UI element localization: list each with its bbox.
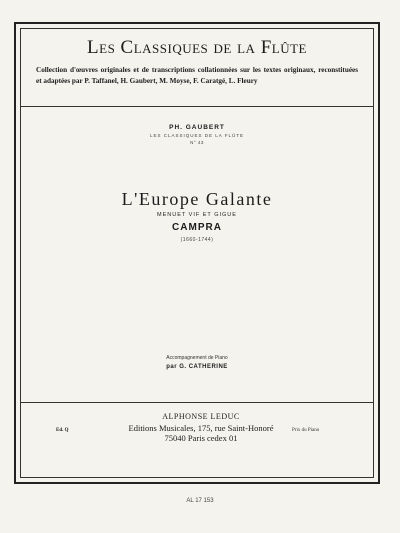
- series-description-line1: Collection d'œuvres originales et de transcriptions collationnées sur les textes originaux, reconstituées: [36, 66, 358, 74]
- publisher-address: Editions Musicales, 175, rue Saint-Honoré: [128, 422, 274, 433]
- accompaniment-by: par G. CATHERINE: [166, 364, 228, 370]
- composer-name: CAMPRA: [172, 222, 222, 233]
- work-subtitle: MENUET VIF ET GIGUE: [157, 212, 237, 218]
- accompaniment-label: Accompagnement de Piano: [166, 355, 228, 361]
- header-divider: [20, 106, 374, 107]
- edition-reference: Ed. Q: [56, 428, 69, 433]
- publisher-block: [106, 412, 296, 444]
- work-title: L'Europe Galante: [121, 189, 273, 209]
- catalog-number: AL 17 153: [186, 498, 214, 504]
- arranger-collection: LES CLASSIQUES DE LA FLÛTE: [149, 133, 245, 138]
- arranger-name: PH. GAUBERT: [169, 124, 225, 131]
- composer-dates: (1660-1744): [180, 237, 214, 243]
- series-description-line2: et adaptées par P. Taffanel, H. Gaubert, M. Moyse, F. Caratgé, L. Fleury: [36, 77, 258, 85]
- arranger-number: N° 43: [190, 140, 204, 145]
- publisher-city: 75040 Paris cedex 01: [164, 433, 238, 443]
- price-label: Prix du Piano: [292, 428, 320, 433]
- publisher-name: ALPHONSE LEDUC: [162, 412, 240, 421]
- series-title: Les Classiques de la Flûte: [87, 37, 307, 58]
